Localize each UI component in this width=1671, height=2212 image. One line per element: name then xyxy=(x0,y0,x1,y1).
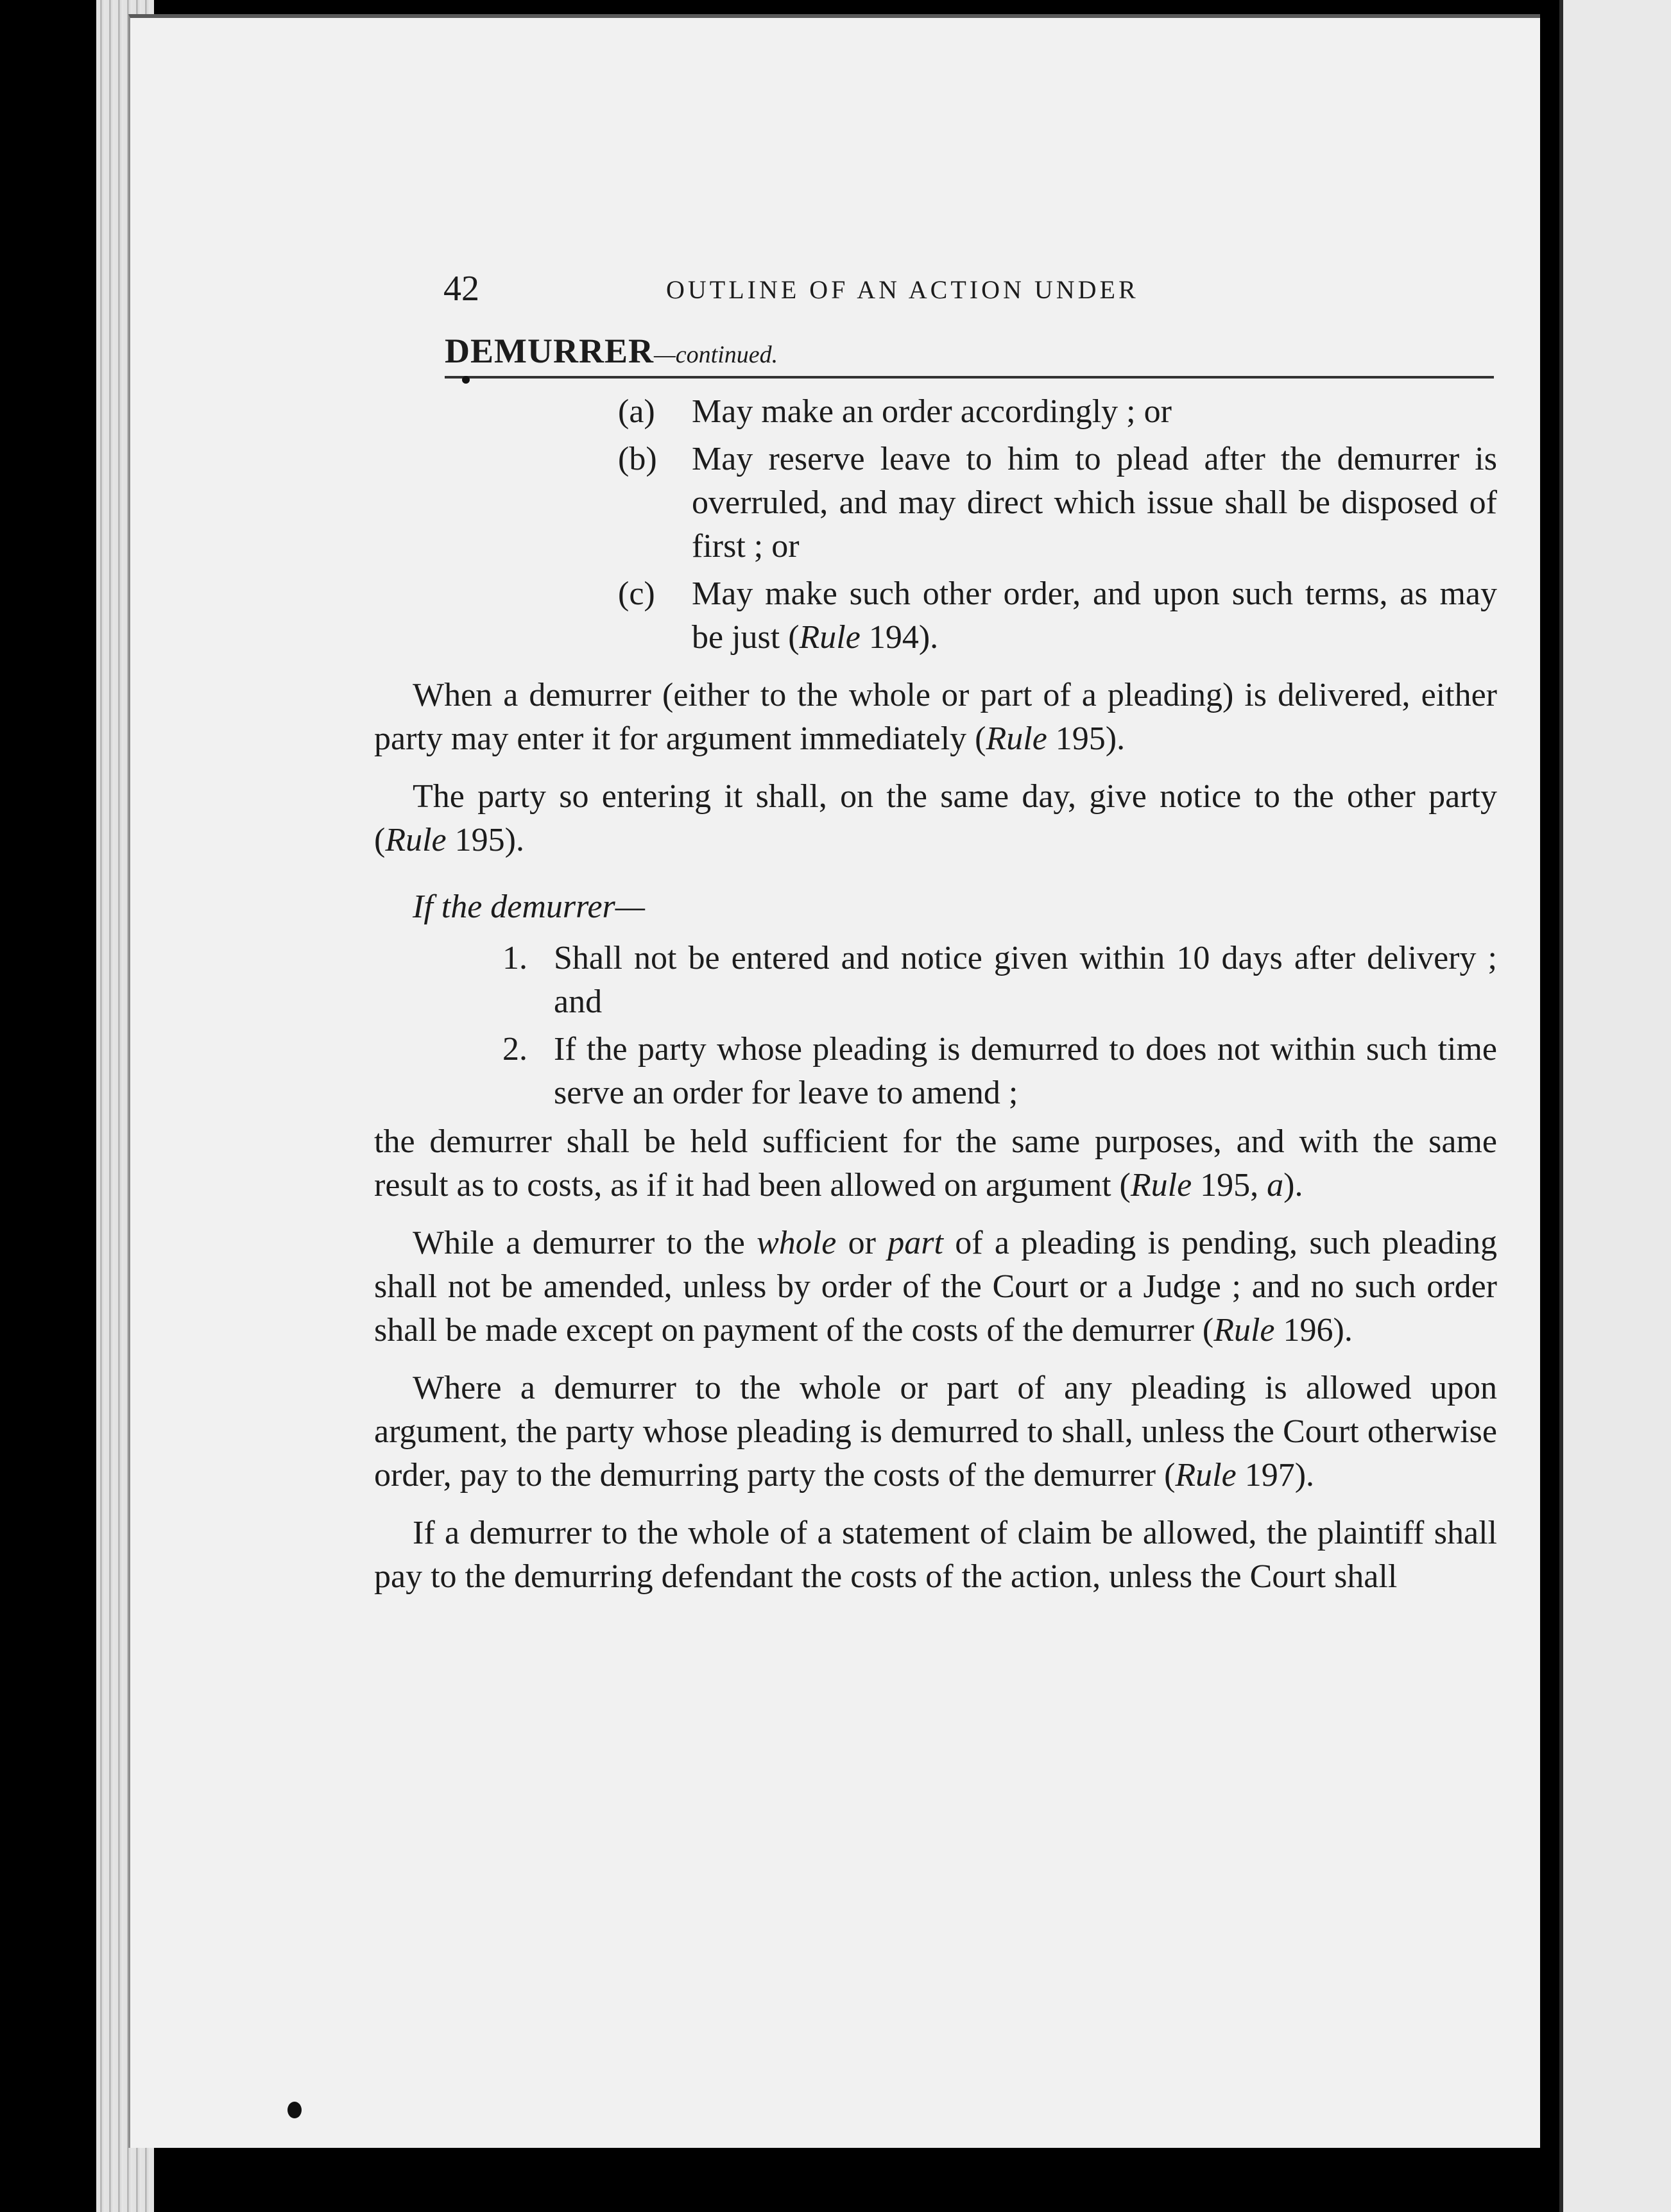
facing-page-edge xyxy=(1559,0,1671,2212)
paragraph-text: While a demurrer to the xyxy=(413,1225,757,1261)
paragraph-text-end: 195). xyxy=(1047,720,1126,757)
scan-border-left xyxy=(0,0,96,2212)
paragraph-continuation xyxy=(374,1120,1497,1207)
rule-ref: Rule xyxy=(1213,1312,1275,1348)
paragraph xyxy=(374,1221,1497,1352)
item-number: 2. xyxy=(502,1031,527,1068)
emphasis-whole: whole xyxy=(757,1225,837,1261)
clause-text-end: 194). xyxy=(860,619,939,656)
section-title: DEMURRER xyxy=(445,332,654,370)
item-number: 1. xyxy=(502,940,527,976)
paragraph-text-end: ). xyxy=(1283,1167,1303,1204)
numbered-list xyxy=(502,937,1497,1115)
ink-speck xyxy=(287,2102,302,2118)
paragraph xyxy=(374,775,1497,862)
section-heading xyxy=(445,331,1494,379)
paragraph-text: When a demurrer (either to the whole or part of a pleading) is delivered, either party may enter it for argument immediately ( xyxy=(374,677,1497,757)
rule-ref: Rule xyxy=(1130,1167,1192,1204)
ink-speck xyxy=(462,376,470,384)
numbered-item xyxy=(502,937,1497,1024)
clause-text: May reserve leave to him to plead after the demurrer is overruled, and may direct which issue shall be disposed of first ; or xyxy=(692,441,1497,565)
clause-a xyxy=(618,390,1497,434)
paragraph xyxy=(374,1511,1497,1599)
section-continued: —continued. xyxy=(654,341,778,368)
clause-label: (b) xyxy=(618,441,657,477)
paragraph-text: or xyxy=(836,1225,888,1261)
clause-text: May make an order accordingly ; or xyxy=(692,393,1172,430)
book-page xyxy=(128,14,1542,2148)
subsection-letter: a xyxy=(1267,1167,1284,1204)
subheading: If the demurrer— xyxy=(413,889,646,925)
paragraph-text-end: 197). xyxy=(1236,1457,1315,1493)
running-title: OUTLINE OF AN ACTION UNDER xyxy=(666,275,1139,304)
clause-text: May make such other order, and upon such terms, as may be just ( xyxy=(692,575,1497,656)
clause-b xyxy=(618,438,1497,568)
paragraph xyxy=(374,1366,1497,1497)
paragraph-text: of a pleading is pending, such pleading shall not be amended, unless by order of the Court or a Judge ; and no such order shall be made except on payment of the costs of the demurrer ( xyxy=(374,1225,1497,1348)
rule-ref: Rule xyxy=(1175,1457,1237,1493)
clause-list xyxy=(618,390,1497,659)
scan-gutter-right xyxy=(1540,0,1559,2212)
rule-ref: Rule xyxy=(385,822,447,858)
item-text: If the party whose pleading is demurred to does not within such time serve an order for leave to amend ; xyxy=(554,1031,1497,1111)
paragraph xyxy=(374,674,1497,761)
paragraph-text-end: 196). xyxy=(1274,1312,1353,1348)
page-number: 42 xyxy=(443,269,479,309)
paragraph-text: If a demurrer to the whole of a statement of claim be allowed, the plaintiff shall pay to the demurring defendant the costs of the action, unless the Court shall xyxy=(374,1515,1497,1595)
clause-label: (a) xyxy=(618,393,655,430)
paragraph-text: 195, xyxy=(1192,1167,1267,1204)
item-text: Shall not be entered and notice given within 10 days after delivery ; and xyxy=(554,940,1497,1020)
paragraph-text: Where a demurrer to the whole or part of any pleading is allowed upon argument, the party whose pleading is demurred to shall, unless the Court otherwise order, pay to the demurring party the costs of the demurrer ( xyxy=(374,1370,1497,1493)
paragraph-text: the demurrer shall be held sufficient for the same purposes, and with the same result as to costs, as if it had been allowed on argument ( xyxy=(374,1123,1497,1204)
rule-ref: Rule xyxy=(986,720,1047,757)
emphasis-part: part xyxy=(887,1225,943,1261)
rule-ref: Rule xyxy=(799,619,861,656)
page-body xyxy=(374,390,1497,1613)
clause-label: (c) xyxy=(618,575,655,612)
paragraph-text: The party so entering it shall, on the same day, give notice to the other party ( xyxy=(374,778,1497,858)
page-header xyxy=(130,268,1542,319)
numbered-item xyxy=(502,1028,1497,1115)
clause-c xyxy=(618,572,1497,659)
paragraph-text-end: 195). xyxy=(446,822,524,858)
